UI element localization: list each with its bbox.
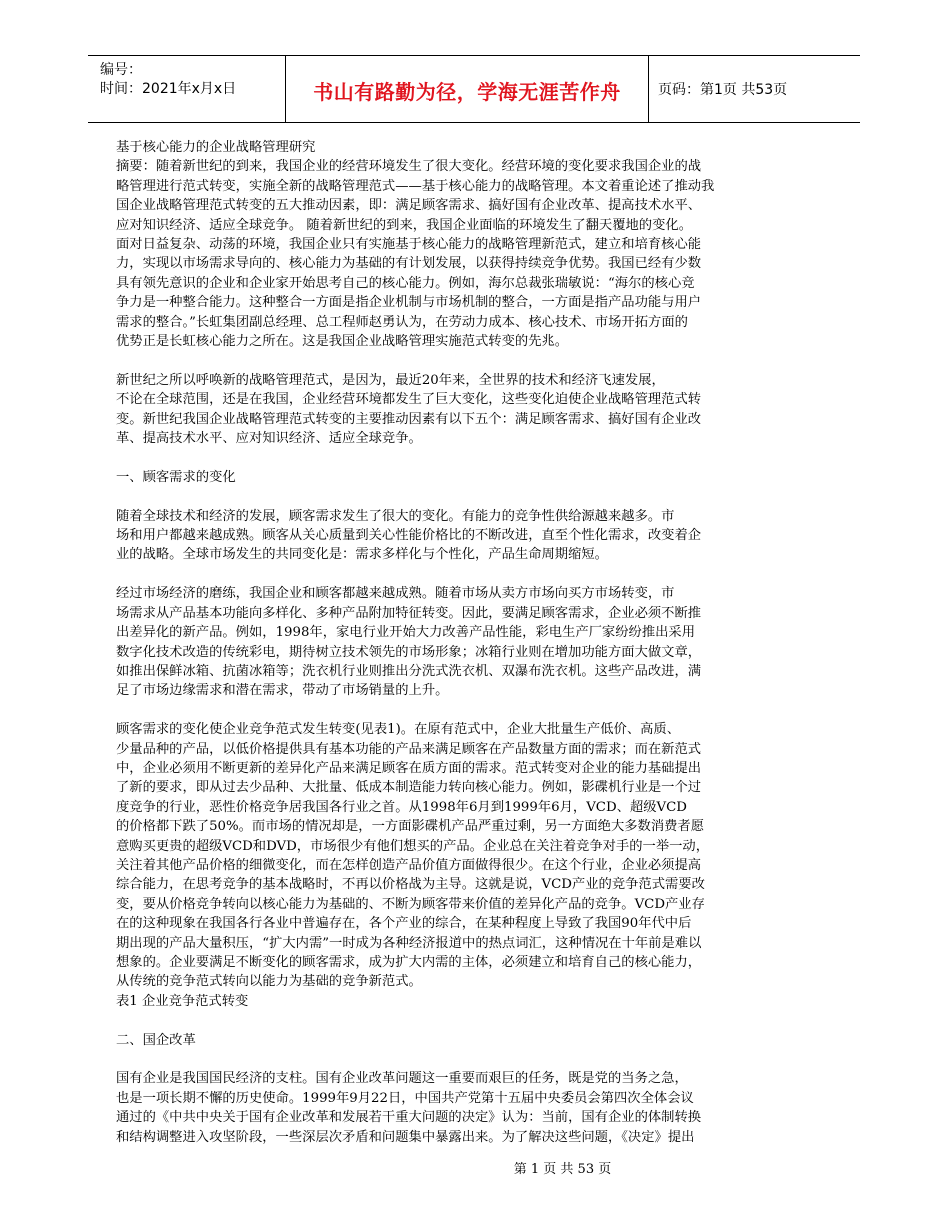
body-line: 争力是一种整合能力。这种整合一方面是指企业机制与市场机制的整合，一方面是指产品功能与用户 xyxy=(116,295,702,311)
body-line: 了新的要求，即从过去少品种、大批量、低成本制造能力转向核心能力。例如，影碟机行业是一个过 xyxy=(116,780,702,796)
blank-line xyxy=(116,351,842,370)
blank-line xyxy=(116,1011,842,1030)
blank-line xyxy=(116,487,842,506)
body-line: 新世纪之所以呼唤新的战略管理范式，是因为，最近20年来，全世界的技术和经济飞速发展， xyxy=(116,372,665,388)
body-line: 表1 企业竞争范式转变 xyxy=(116,993,249,1009)
body-line: 随着全球技术和经济的发展，顾客需求发生了很大的变化。有能力的竞争性供给源越来越多。市 xyxy=(116,508,675,524)
body-line: 出差异化的新产品。例如，1998年，家电行业开始大力改善产品性能，彩电生产厂家纷纷推出采用 xyxy=(116,625,696,641)
header-page-cell xyxy=(648,56,860,122)
body-line: 期出现的产品大量积压，“扩大内需”一时成为各种经济报道中的热点词汇，这种情况在十年前是难以 xyxy=(116,935,702,951)
body-line: 具有领先意识的企业和企业家开始思考自己的核心能力。例如，海尔总裁张瑞敏说：“海尔的核心竞 xyxy=(116,275,695,291)
body-line: 一、顾客需求的变化 xyxy=(116,469,236,485)
body-line: 国有企业是我国国民经济的支柱。国有企业改革问题这一重要而艰巨的任务，既是党的当务之急， xyxy=(116,1071,688,1087)
body-line: 场和用户都越来越成熟。顾客从关心质量到关心性能价格比的不断改进，直至个性化需求，改变着企 xyxy=(116,528,702,544)
body-line: 在的这种现象在我国各行各业中普遍存在，各个产业的综合，在某种程度上导致了我国90年代中后 xyxy=(116,916,692,932)
body-line: 面对日益复杂、动荡的环境，我国企业只有实施基于核心能力的战略管理新范式，建立和培育核心能 xyxy=(116,237,702,253)
body-line: 变。新世纪我国企业战略管理范式转变的主要推动因素有以下五个：满足顾客需求、搞好国有企业改 xyxy=(116,411,702,427)
body-line: 基于核心能力的企业战略管理研究 xyxy=(116,140,316,155)
body-line: 优势正是长虹核心能力之所在。这是我国企业战略管理实施范式转变的先兆。 xyxy=(116,334,569,350)
page-footer: 第 1 页 共 53 页 xyxy=(513,1162,612,1177)
body-line: 少量品种的产品，以低价格提供具有基本功能的产品来满足顾客在产品数量方面的需求；而在新范式 xyxy=(116,741,702,757)
body-line: 革、提高技术水平、应对知识经济、适应全球竞争。 xyxy=(116,431,422,447)
page-header xyxy=(88,55,860,123)
body-line: 不论在全球范围，还是在我国，企业经营环境都发生了巨大变化，这些变化迫使企业战略管理范式转 xyxy=(116,392,702,408)
body-line: 经过市场经济的磨练，我国企业和顾客都越来越成熟。随着市场从卖方市场向买方市场转变，市 xyxy=(116,586,675,602)
header-meta-cell xyxy=(88,56,285,122)
body-line: 业的战略。全球市场发生的共同变化是：需求多样化与个性化，产品生命周期缩短。 xyxy=(116,547,608,563)
document-number-label: 编号： xyxy=(100,62,142,78)
body-line: 从传统的竞争范式转向以能力为基础的竞争新范式。 xyxy=(116,974,422,990)
body-line: 度竞争的行业，恶性价格竞争居我国各行业之首。从1998年6月到1999年6月，VCD、超级VCD xyxy=(116,799,687,815)
body-line: 数字化技术改造的传统彩电，期待树立技术领先的市场形象；冰箱行业则在增加功能方面大做文章， xyxy=(116,644,702,660)
blank-line xyxy=(116,448,842,467)
body-line: 二、国企改革 xyxy=(116,1032,196,1048)
body-line: 综合能力，在思考竞争的基本战略时，不再以价格战为主导。这就是说，VCD产业的竞争范式需要改 xyxy=(116,877,705,893)
document-body xyxy=(116,138,842,1147)
body-line: 如推出保鲜冰箱、抗菌冰箱等；洗衣机行业则推出分洗式洗衣机、双瀑布洗衣机。这些产品改进，满 xyxy=(116,663,702,679)
body-line: 和结构调整进入攻坚阶段，一些深层次矛盾和问题集中暴露出来。为了解决这些问题，《决定》提出 xyxy=(116,1129,695,1145)
blank-line xyxy=(116,1050,842,1069)
body-line: 国企业战略管理范式转变的五大推动因素，即：满足顾客需求、搞好国有企业改革、提高技术水平、 xyxy=(116,198,702,214)
header-motto-cell xyxy=(285,56,649,122)
page-number-label: 页码：第1页 共53页 xyxy=(658,82,788,98)
body-line: 想象的。企业要满足不断变化的顾客需求，成为扩大内需的主体，必须建立和培育自己的核心能力， xyxy=(116,954,702,970)
body-line: 中，企业必须用不断更新的差异化产品来满足顾客在质方面的需求。范式转变对企业的能力基础提出 xyxy=(116,760,702,776)
body-line: 摘要：随着新世纪的到来，我国企业的经营环境发生了很大变化。经营环境的变化要求我国企业的战 xyxy=(116,159,702,175)
body-line: 应对知识经济、适应全球竞争。 随着新世纪的到来，我国企业面临的环境发生了翻天覆地的变化。 xyxy=(116,217,692,233)
body-line: 关注着其他产品价格的细微变化，而在怎样创造产品价值方面做得很少。在这个行业，企业必须提高 xyxy=(116,857,702,873)
date-label: 时间：2021年x月x日 xyxy=(100,81,237,97)
body-line: 变，要从价格竞争转向以核心能力为基础的、不断为顾客带来价值的差异化产品的竞争。VCD产业存 xyxy=(116,896,705,912)
body-line: 意购买更贵的超级VCD和DVD，市场很少有他们想买的产品。企业总在关注着竞争对手的一举一动， xyxy=(116,838,710,854)
body-line: 顾客需求的变化使企业竞争范式发生转变(见表1)。在原有范式中，企业大批量生产低价、高质、 xyxy=(116,722,681,738)
blank-line xyxy=(116,565,842,584)
blank-line xyxy=(116,701,842,720)
body-line: 足了市场边缘需求和潜在需求，带动了市场销量的上升。 xyxy=(116,683,449,699)
body-line: 场需求从产品基本功能向多样化、多种产品附加特征转变。因此，要满足顾客需求，企业必须不断推 xyxy=(116,605,702,621)
body-line: 略管理进行范式转变，实施全新的战略管理范式——基于核心能力的战略管理。本文着重论述了推动我 xyxy=(116,178,715,194)
motto-text: 书山有路勤为径，学海无涯苦作舟 xyxy=(313,80,621,104)
body-line: 通过的《中共中央关于国有企业改革和发展若干重大问题的决定》认为：当前，国有企业的体制转换 xyxy=(116,1110,702,1126)
body-line: 也是一项长期不懈的历史使命。1999年9月22日，中国共产党第十五届中央委员会第四次全体会议 xyxy=(116,1090,694,1106)
body-line: 的价格都下跌了50%。而市场的情况却是，一方面影碟机产品严重过剩，另一方面绝大多数消费者愿 xyxy=(116,819,705,835)
body-line: 需求的整合。”长虹集团副总经理、总工程师赵勇认为，在劳动力成本、核心技术、市场开拓方面的 xyxy=(116,314,688,330)
body-line: 力，实现以市场需求导向的、核心能力为基础的有计划发展，以获得持续竞争优势。我国已经有少数 xyxy=(116,256,702,272)
